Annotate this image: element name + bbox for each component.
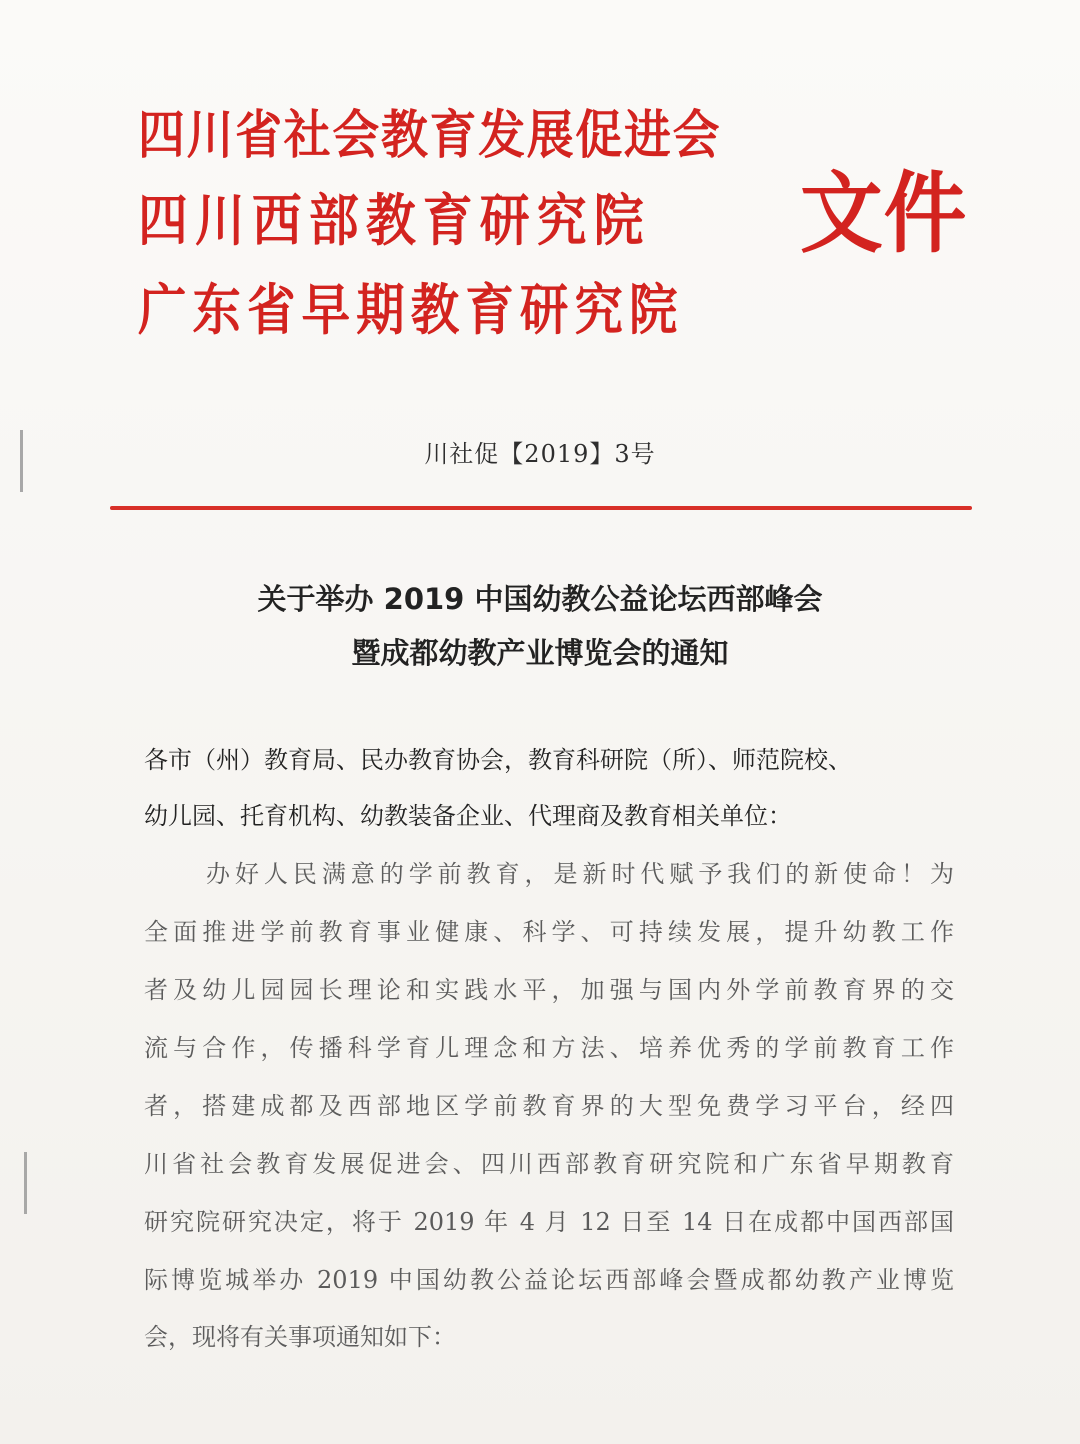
paragraph-line-3: 者及幼儿园园长理论和实践水平，加强与国内外学前教育界的交 bbox=[144, 976, 954, 1004]
paragraph-line-4: 流与合作，传播科学育儿理念和方法、培养优秀的学前教育工作 bbox=[144, 1034, 954, 1062]
paragraph-line-6: 川省社会教育发展促进会、四川西部教育研究院和广东省早期教育 bbox=[144, 1150, 954, 1178]
paragraph-line-9: 会，现将有关事项通知如下： bbox=[144, 1323, 456, 1351]
notice-title-line-1: 关于举办 2019 中国幼教公益论坛西部峰会 bbox=[257, 582, 823, 616]
paragraph-line-8: 际博览城举办 2019 中国幼教公益论坛西部峰会暨成都幼教产业博览 bbox=[144, 1266, 954, 1294]
organization-name-3: 广东省早期教育研究院 bbox=[138, 278, 684, 342]
paragraph-line-2: 全面推进学前教育事业健康、科学、可持续发展，提升幼教工作 bbox=[144, 918, 954, 946]
organization-name-1: 四川省社会教育发展促进会 bbox=[138, 106, 722, 166]
notice-title-line-2: 暨成都幼教产业博览会的通知 bbox=[351, 636, 729, 670]
salutation-line-2: 幼儿园、托育机构、幼教装备企业、代理商及教育相关单位： bbox=[144, 802, 792, 830]
organization-name-2: 四川西部教育研究院 bbox=[138, 189, 651, 254]
paragraph-line-1: 办好人民满意的学前教育，是新时代赋予我们的新使命！为 bbox=[206, 860, 954, 888]
document-label: 文件 bbox=[800, 162, 968, 265]
scan-edge-mark bbox=[24, 1152, 27, 1214]
paragraph-line-5: 者，搭建成都及西部地区学前教育界的大型免费学习平台，经四 bbox=[144, 1092, 954, 1120]
red-divider-line bbox=[110, 506, 972, 510]
paragraph-line-7: 研究院研究决定，将于 2019 年 4 月 12 日至 14 日在成都中国西部国 bbox=[144, 1208, 954, 1236]
document-number: 川社促【2019】3号 bbox=[424, 440, 656, 468]
salutation-line-1: 各市（州）教育局、民办教育协会，教育科研院（所）、师范院校、 bbox=[144, 746, 852, 774]
